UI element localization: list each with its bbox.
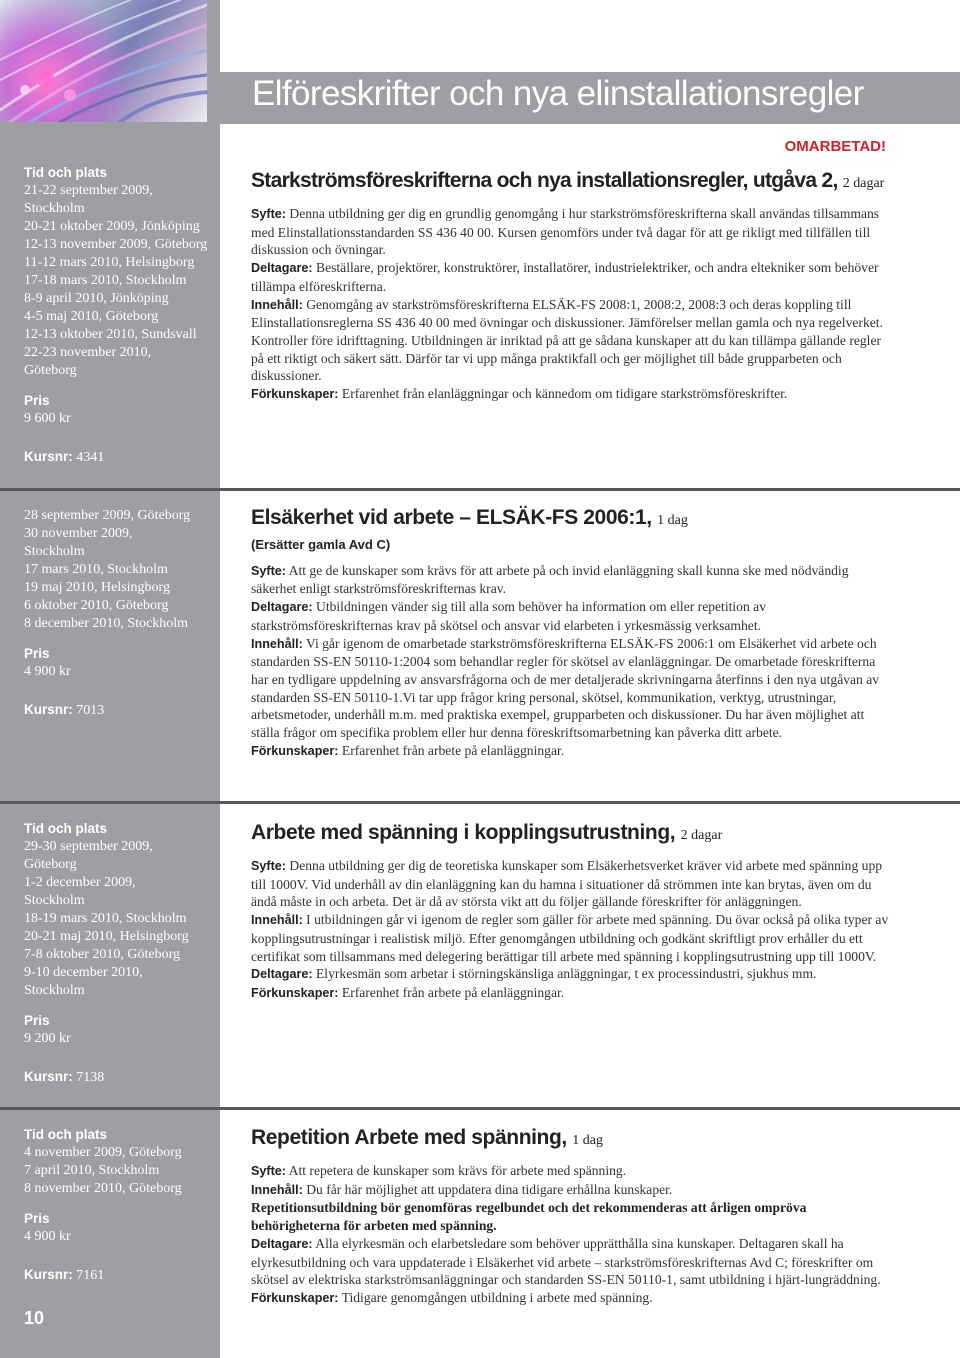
course-3-schedule [24,820,212,1087]
kursnr-label: Kursnr: [24,702,73,717]
date-item: 17-18 mars 2010, Stockholm [24,273,187,288]
prerequisites-label: Förkunskaper: [251,387,339,402]
course-recommendation: Repetitionsutbildning bör genomföras regelbundet och det rekommenderas att årligen ompröva behörigheterna för arbeten med spänning. [251,1200,807,1234]
date-item: Stockholm [24,544,85,559]
purpose-label: Syfte: [251,1164,286,1178]
course-2 [251,505,891,760]
course-purpose [251,205,891,259]
course-participants [251,965,891,984]
date-item: Stockholm [24,201,85,216]
course-1-schedule [24,164,212,467]
kursnr-label: Kursnr: [24,449,73,464]
date-item: 28 september 2009, Göteborg [24,508,191,523]
content-text: I utbildningen går vi igenom de regler som gäller för arbete med spänning. Du övar också på olika typer av kopplingsutrustningar i realistisk miljö. Efter genomgången utbildning och godkänt skriftligt prov erhåller du ett certifikat som tillsammans med delegering berättigar till arbete med spänning i kopplingsutrustning upp till 1000V. [251,912,889,964]
course-title-text: Arbete med spänning i kopplingsutrustning, [251,821,676,844]
date-item: 21-22 september 2009, [24,183,153,198]
purpose-label: Syfte: [251,207,286,221]
date-item: 7 april 2010, Stockholm [24,1163,160,1178]
course-content [251,911,891,965]
price-value: 9 200 kr [24,1031,71,1046]
page-title: Elföreskrifter och nya elinstallationsregler [252,74,864,113]
section-divider [0,801,960,804]
date-item: 4-5 maj 2010, Göteborg [24,309,159,324]
price-value: 9 600 kr [24,411,71,426]
fiber-strands-image [0,0,207,122]
kursnr-value: 7013 [76,703,105,718]
purpose-text: Denna utbildning ger dig de teoretiska kunskaper som Elsäkerhetsverket kräver vid arbete med spänning upp till 1000V. Vid underhåll av din elanläggning kan du hamna i situationer då strömmen inte kan brytas, även om du ändå måste in och arbeta. Det är då av största vikt att du följer gällande föreskrifter för anläggningen. [251,858,883,910]
participants-text: Beställare, projektörer, konstruktörer, installatörer, industrielektriker, och andra eltekniker som behöver tillämpa elföreskrifterna. [251,260,879,294]
date-item: 29-30 september 2009, [24,839,153,854]
content-text: Genomgång av starkströmsföreskrifterna ELSÄK-FS 2008:1, 2008:2, 2008:3 och deras koppling till Elinstallationsreglerna SS 436 40 00 med övningar och diskussioner. Jämförelser mellan gamla och nya regelverket. Kontroller före idrifttagning. Utbildningen är inriktad på att ge sådana kunskaper att du kan tillämpa gällande regler på ett riktigt och säkert sätt. Därför tar vi upp många praktikfall och ger möjlighet till både grupparbeten och diskussioner. [251,296,883,384]
participants-label: Deltagare: [251,1236,313,1251]
date-item: Göteborg [24,857,77,872]
dates-label: Tid och plats [24,821,108,836]
date-item: 9-10 december 2010, [24,965,143,980]
date-item: 12-13 oktober 2010, Sundsvall [24,327,197,342]
price-label: Pris [24,1211,50,1226]
course-participants [251,1235,891,1289]
date-item: 12-13 november 2009, Göteborg [24,237,208,252]
course-duration: 1 dag [657,513,688,528]
course-purpose [251,857,891,911]
content-text: Du får här möjlighet att uppdatera dina tidigare erhållna kunskaper. [306,1181,673,1197]
course-title [251,1125,891,1154]
dates-label: Tid och plats [24,1127,108,1142]
course-title-text: Starkströmsföreskrifterna och nya installationsregler, utgåva 2, [251,169,838,192]
purpose-label: Syfte: [251,563,286,578]
purpose-text: Att repetera de kunskaper som krävs för arbete med spänning. [288,1163,627,1178]
date-item: Göteborg [24,363,77,378]
course-prerequisites [251,1289,891,1308]
date-item: 11-12 mars 2010, Helsingborg [24,255,195,270]
date-item: 7-8 oktober 2010, Göteborg [24,947,181,962]
course-subtitle: (Ersätter gamla Avd C) [251,537,391,552]
date-item: 8 december 2010, Stockholm [24,616,189,631]
date-item: 30 november 2009, [24,526,133,541]
date-item: 4 november 2009, Göteborg [24,1145,182,1160]
section-divider [0,488,960,491]
date-item: 20-21 oktober 2009, Jönköping [24,219,200,234]
date-item: 19 maj 2010, Helsingborg [24,580,170,595]
prerequisites-text: Tidigare genomgången utbildning i arbete med spänning. [341,1289,653,1305]
date-item: 20-21 maj 2010, Helsingborg [24,929,189,944]
price-label: Pris [24,1013,50,1028]
date-item: 18-19 mars 2010, Stockholm [24,911,187,926]
date-item: 17 mars 2010, Stockholm [24,562,168,577]
purpose-text: Att ge de kunskaper som krävs för att arbete på och invid elanläggning skall kunna ske med nödvändig säkerhet enligt starkströmsföreskrifternas krav. [251,562,849,597]
course-4 [251,1125,891,1308]
kursnr-value: 7138 [76,1070,105,1085]
price-value: 4 900 kr [24,1229,71,1244]
course-title-text: Repetition Arbete med spänning, [251,1126,567,1149]
kursnr-label: Kursnr: [24,1069,73,1084]
section-divider [0,1107,960,1110]
content-label: Innehåll: [251,636,303,651]
date-item: 1-2 december 2009, [24,875,136,890]
content-label: Innehåll: [251,297,303,312]
participants-label: Deltagare: [251,261,313,276]
course-participants [251,259,891,295]
price-value: 4 900 kr [24,664,71,679]
course-duration: 2 dagar [680,828,723,843]
course-prerequisites [251,742,891,761]
course-purpose [251,1162,891,1181]
course-3 [251,820,891,1003]
participants-text: Elyrkesmän som arbetar i störningskänsliga anläggningar, t ex processindustri, sjukhus mm. [316,966,817,982]
kursnr-value: 4341 [76,450,105,465]
course-title-text: Elsäkerhet vid arbete – ELSÄK-FS 2006:1, [251,506,652,529]
content-label: Innehåll: [251,913,303,928]
date-item: Stockholm [24,893,85,908]
kursnr-value: 7161 [76,1268,105,1283]
page-number: 10 [24,1308,45,1328]
purpose-label: Syfte: [251,859,286,873]
price-label: Pris [24,393,50,408]
course-title [251,505,891,534]
prerequisites-text: Erfarenhet från arbete på elanläggningar. [341,742,565,758]
date-item: 8 november 2010, Göteborg [24,1181,182,1196]
content-label: Innehåll: [251,1182,303,1197]
date-item: 8-9 april 2010, Jönköping [24,291,169,306]
date-item: 6 oktober 2010, Göteborg [24,598,169,613]
course-1 [251,168,891,404]
course-prerequisites [251,984,891,1003]
dates-label: Tid och plats [24,165,108,180]
course-2-schedule [24,507,212,720]
prerequisites-label: Förkunskaper: [251,985,339,1000]
revised-badge: OMARBETAD! [784,138,886,155]
prerequisites-text: Erfarenhet från elanläggningar och kännedom om tidigare starkströmsföreskrifter. [341,386,788,402]
prerequisites-label: Förkunskaper: [251,743,339,758]
course-4-schedule [24,1126,212,1285]
prerequisites-text: Erfarenhet från arbete på elanläggningar. [341,984,565,1000]
purpose-text: Denna utbildning ger dig en grundlig genomgång i hur starkströmsföreskrifterna skall användas tillsammans med Elinstallationsstandarden SS 436 40 00. Kursen genomförs under två dagar för att ge rikligt med tillfällen till diskussion och övningar. [251,206,880,258]
participants-label: Deltagare: [251,600,313,615]
course-title [251,168,891,197]
course-duration: 1 dag [572,1133,604,1148]
content-text: Vi går igenom de omarbetade starkströmsföreskrifterna ELSÄK-FS 2006:1 om Elsäkerhet vid arbete och standarden SS-EN 50110-1:2004 som behandlar regler för skötsel av elanläggningar. De omarbetade föreskrifterna har en tydligare uppdelning av ansvarsfrågorna och de mer detaljerade skrivningarna återfinns i den nya utgåvan av standarden SS-EN 50110-1.Vi tar upp frågor kring personal, skötsel, kommunikation, verktyg, utrustningar, arbetsmetoder, underhåll m.m. med praktiska exempel, grupparbeten och diskussioner. Du har även möjlighet att ställa frågor om specifika problem eller hur denna föreskriftsomarbetning kan påverka ditt arbete. [251,635,880,741]
participants-text: Alla elyrkesmän och elarbetsledare som behöver upprätthålla sina kunskaper. Deltagaren skall ha elyrkesutbildning och vara uppdaterade i Elsäkerhet vid arbete – starkströmsföreskrifternas Avd C; föreskrifter om skötsel av elektriska starkströmsanläggningar och standarden SS-EN 50110-1, samt utbildning i hjärt-lungräddning. [251,1235,881,1288]
course-participants [251,598,891,634]
course-content [251,1181,891,1200]
course-purpose [251,562,891,598]
date-item: 22-23 november 2010, [24,345,152,360]
course-duration: 2 dagar [842,176,885,191]
participants-label: Deltagare: [251,967,313,982]
participants-text: Utbildningen vänder sig till alla som behöver ha information om eller repetition av starkströmsföreskrifternas krav på skötsel och ansvar vid elarbeten i yrkesmässig verksamhet. [251,599,766,633]
course-prerequisites [251,385,891,404]
course-content [251,635,891,742]
fiber-optic-photo [0,0,207,122]
kursnr-label: Kursnr: [24,1267,73,1282]
price-label: Pris [24,646,50,661]
course-content [251,296,891,386]
course-title [251,820,891,849]
date-item: Stockholm [24,983,85,998]
prerequisites-label: Förkunskaper: [251,1290,339,1305]
